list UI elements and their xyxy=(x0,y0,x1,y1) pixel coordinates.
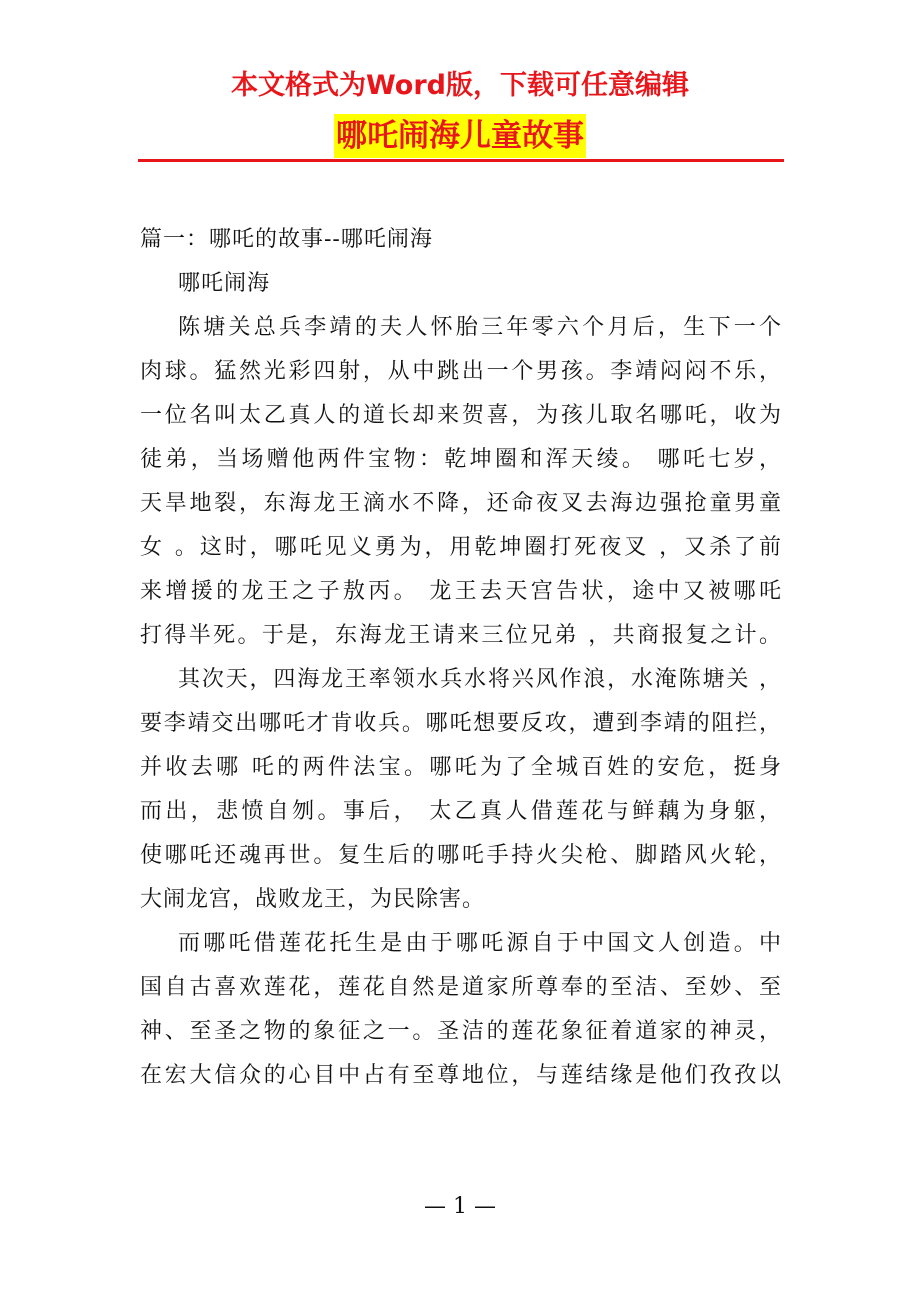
title-divider xyxy=(138,159,784,162)
format-banner: 本文格式为Word版，下载可任意编辑 xyxy=(230,70,689,101)
text-line: 肉球。猛然光彩四射，从中跳出一个男孩。李靖闷闷不乐， xyxy=(140,359,782,384)
document-body xyxy=(140,218,782,1098)
page-number: — 1 — xyxy=(424,1194,496,1219)
text-line: 来增援的龙王之子敖丙。 龙王去天宫告状，途中又被哪吒 xyxy=(140,579,782,604)
text-line: 一位名叫太乙真人的道长却来贺喜，为孩儿取名哪吒，收为 xyxy=(140,403,782,428)
text-line: 女 。这时，哪吒见义勇为，用乾坤圈打死夜叉 ，又杀了前 xyxy=(140,535,782,560)
text-line: 而哪吒借莲花托生是由于哪吒源自于中国文人创造。中 xyxy=(178,931,782,956)
text-line: 要李靖交出哪吒才肯收兵。哪吒想要反攻，遭到李靖的阻拦， xyxy=(140,711,782,736)
title-container xyxy=(0,114,920,158)
text-line: 使哪吒还魂再世。复生后的哪吒手持火尖枪、脚踏风火轮， xyxy=(140,843,782,868)
text-line: 而出，悲愤自刎。事后， 太乙真人借莲花与鲜藕为身躯， xyxy=(140,799,782,824)
text-line: 国自古喜欢莲花，莲花自然是道家所尊奉的至洁、至妙、至 xyxy=(140,975,782,1000)
document-title: 哪吒闹海儿童故事 xyxy=(334,114,586,158)
section-heading: 篇一：哪吒的故事--哪吒闹海 xyxy=(140,227,433,252)
text-line: 在宏大信众的心目中占有至尊地位，与莲结缘是他们孜孜以 xyxy=(140,1063,782,1088)
story-heading: 哪吒闹海 xyxy=(178,271,271,296)
text-line: 陈塘关总兵李靖的夫人怀胎三年零六个月后，生下一个 xyxy=(178,315,782,340)
text-line: 徒弟，当场赠他两件宝物：乾坤圈和浑天绫。 哪吒七岁， xyxy=(140,447,782,472)
text-line: 天旱地裂，东海龙王滴水不降，还命夜叉去海边强抢童男童 xyxy=(140,491,782,516)
text-line: 神、至圣之物的象征之一。圣洁的莲花象征着道家的神灵， xyxy=(140,1019,782,1044)
text-line: 大闹龙宫，战败龙王，为民除害。 xyxy=(140,887,486,912)
text-line: 打得半死。于是，东海龙王请来三位兄弟 ，共商报复之计。 xyxy=(140,623,782,648)
text-line: 并收去哪 吒的两件法宝。哪吒为了全城百姓的安危，挺身 xyxy=(140,755,782,780)
text-line: 其次天，四海龙王率领水兵水将兴风作浪，水淹陈塘关 ， xyxy=(178,667,782,692)
